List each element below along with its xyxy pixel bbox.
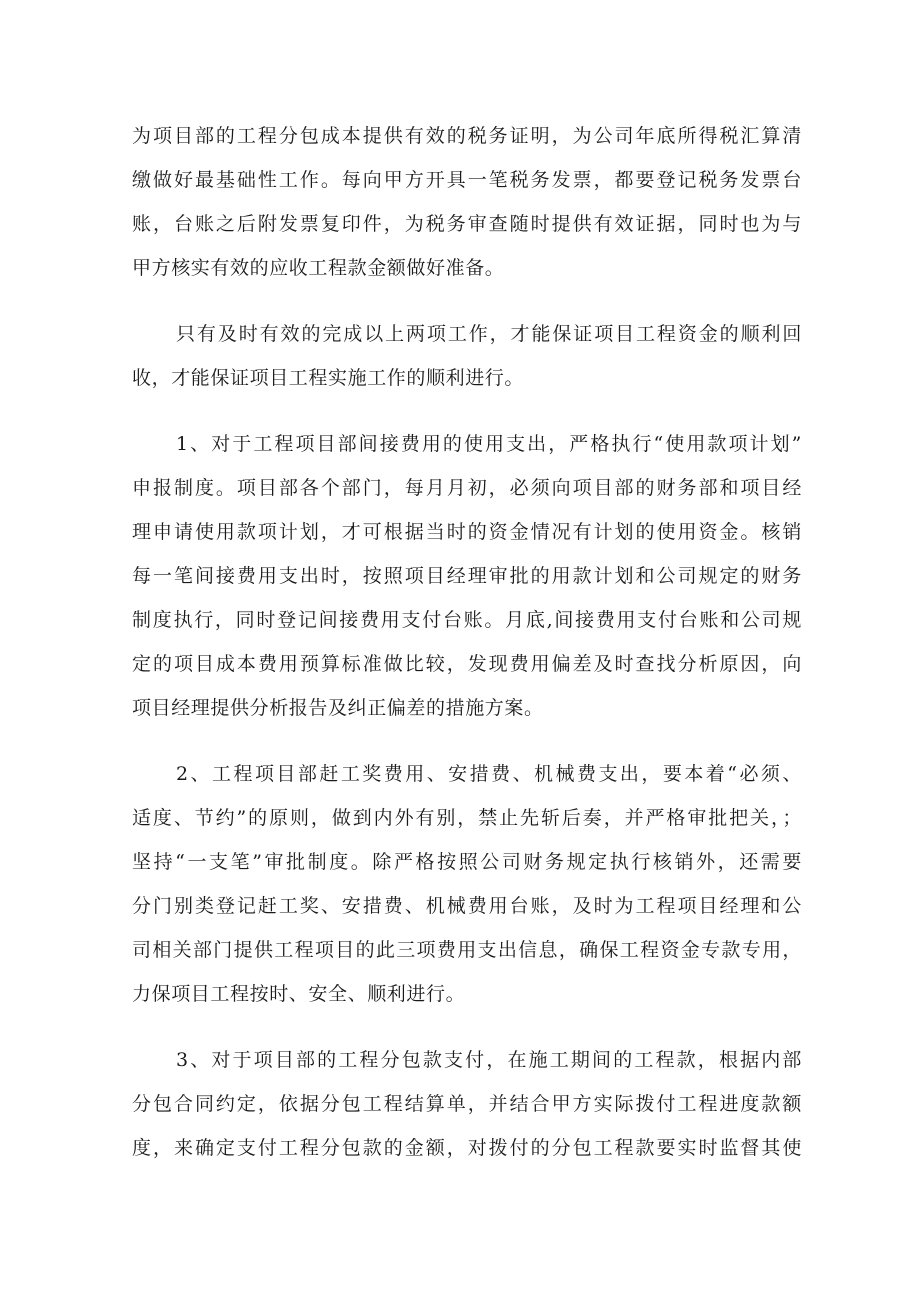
text-line: 只有及时有效的完成以上两项工作，才能保证项目工程资金的顺利回 — [176, 323, 802, 345]
text-line: 1、对于工程项目部间接费用的使用支出，严格执行“使用款项计划” — [176, 433, 802, 455]
text-line: 收，才能保证项目工程实施工作的顺利进行。 — [132, 367, 525, 389]
text-line: 司相关部门提供工程项目的此三项费用支出信息，确保工程资金专款专用， — [132, 939, 802, 961]
paragraph-item-3-subcontract-payment — [132, 1038, 802, 1170]
text-line: 申报制度。项目部各个部门，每月月初，必须向项目部的财务部和项目经 — [132, 477, 802, 499]
text-line: 为项目部的工程分包成本提供有效的税务证明，为公司年底所得税汇算清 — [132, 125, 802, 147]
text-line: 定的项目成本费用预算标准做比较，发现费用偏差及时查找分析原因，向 — [132, 653, 802, 675]
text-line: 缴做好最基础性工作。每向甲方开具一笔税务发票，都要登记税务发票台 — [132, 169, 802, 191]
text-line: 项目经理提供分析报告及纠正偏差的措施方案。 — [132, 697, 544, 719]
text-line: 度，来确定支付工程分包款的金额，对拨付的分包工程款要实时监督其使 — [132, 1137, 802, 1159]
text-line: 3、对于项目部的工程分包款支付，在施工期间的工程款，根据内部 — [176, 1049, 802, 1071]
paragraph-item-1-indirect-costs — [132, 422, 802, 730]
text-line: 适度、节约”的原则，做到内外有别，禁止先斩后奏，并严格审批把关，； — [132, 807, 802, 829]
text-line: 账，台账之后附发票复印件，为税务审查随时提供有效证据，同时也为与 — [132, 213, 802, 235]
text-line: 2、工程项目部赶工奖费用、安措费、机械费支出，要本着“必须、 — [176, 763, 802, 785]
text-line: 分门别类登记赶工奖、安措费、机械费用台账，及时为工程项目经理和公 — [132, 895, 802, 917]
text-line: 每一笔间接费用支出时，按照项目经理审批的用款计划和公司规定的财务 — [132, 565, 802, 587]
paragraph-item-2-rush-safety-machinery — [132, 752, 802, 1016]
text-line: 理申请使用款项计划，才可根据当时的资金情况有计划的使用资金。核销 — [132, 521, 802, 543]
text-line: 坚持“一支笔”审批制度。除严格按照公司财务规定执行核销外，还需要 — [132, 851, 802, 873]
text-line: 制度执行，同时登记间接费用支付台账。月底,间接费用支付台账和公司规 — [132, 609, 802, 631]
text-line: 分包合同约定，依据分包工程结算单，并结合甲方实际拨付工程进度款额 — [132, 1093, 802, 1115]
paragraph-summary — [132, 312, 802, 400]
paragraph-tax-invoice — [132, 114, 802, 290]
text-line: 力保项目工程按时、安全、顺利进行。 — [132, 983, 466, 1005]
text-line: 甲方核实有效的应收工程款金额做好准备。 — [132, 257, 505, 279]
